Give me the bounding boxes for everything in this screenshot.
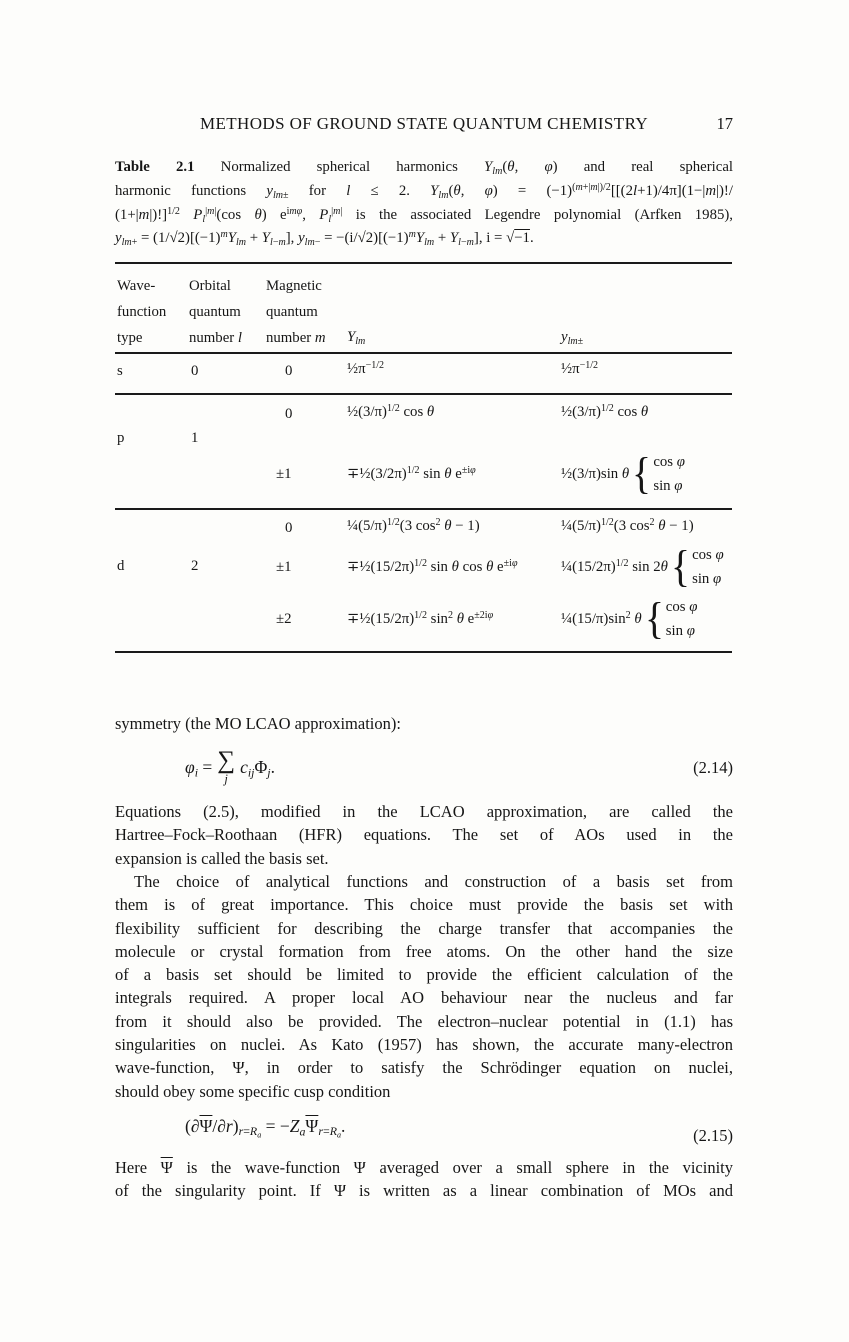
- col-header-wavefunction-type: Wave- function type: [117, 278, 167, 346]
- paragraph-line: Equations (2.5), modified in the LCAO approximation, are called the: [115, 802, 733, 821]
- s-row-type: s: [117, 363, 123, 379]
- d-row-type: d: [117, 558, 125, 574]
- d-m2-m: ±2: [276, 610, 292, 627]
- d-m2-Y: $\mp\frac{1}{2}(15/2\pi)^{1/2}$ $\sin^2 \theta$ $e^{\pm 2i\varphi}$: [347, 609, 494, 627]
- paragraph-basis-set: [115, 870, 733, 1103]
- body-lead-line: symmetry (the MO LCAO approximation):: [115, 714, 401, 733]
- s-row-Y: $\frac{1}{2}\pi^{-1/2}$: [347, 359, 385, 377]
- s-row-m: 0: [285, 363, 293, 379]
- paragraph-line: Hartree–Fock–Roothaan (HFR) equations. The set of AOs used in the: [115, 825, 733, 845]
- equation-2-14-formula: $\varphi_i$ = ∑ j $c_{ij}\Phi_j$.: [185, 747, 275, 786]
- table-caption: [115, 156, 733, 251]
- d-m0-Y: $\frac{1}{4}(5/\pi)^{1/2}(3$ $\cos^2 \theta - 1$): [347, 516, 480, 534]
- p-m1-y: ½(3/π)sin θ { cos φ sin φ: [561, 449, 685, 498]
- col-header-orbital-quantum-number: Orbital quantum number l: [189, 278, 243, 346]
- d-row-l: 2: [191, 558, 199, 574]
- summation-symbol: ∑ j: [217, 747, 236, 786]
- page-number: 17: [716, 114, 733, 133]
- table-caption-line: (1+|m|)!]$^{1/2}$ $P_l^{|m|}(\cos$ θ) $e^{im\varphi}$, $P_l^{|m|}$ is the associated Legendre polynomial (Arfken 1985),: [115, 205, 733, 225]
- paragraph-line: should obey some specific cusp condition: [115, 1081, 391, 1101]
- col-header-Ylm: $Y_{lm}$: [347, 329, 366, 347]
- equation-number: (2.14): [693, 758, 733, 777]
- p-row-l: 1: [191, 430, 199, 446]
- equation-2-15-formula: $(\partial\overline{\Psi}/\partial r)_{r=R_a} = -Z_a\overline{\Psi}_{r=R_a}$.: [185, 1116, 346, 1140]
- s-row-y: $\frac{1}{2}\pi^{-1/2}$: [561, 359, 599, 377]
- p-m0-y: $\frac{1}{2}(3/\pi)^{1/2}$ cos θ: [561, 402, 649, 420]
- paragraph-line: them is of great importance. This choice must provide the basis set with: [115, 895, 733, 915]
- paragraph-line: singularities on nuclei. As Kato (1957) has shown, the accurate many-electron: [115, 1035, 733, 1055]
- d-m0-y: $\frac{1}{4}(5/\pi)^{1/2}(3$ $\cos^2 \theta - 1$): [561, 516, 694, 534]
- table-caption-line: Table 2.1 Normalized spherical harmonics $Y_{lm}(\theta$, φ) and real spherical: [115, 159, 733, 177]
- p-m1-m: ±1: [276, 465, 292, 482]
- table-rule-below-p: [115, 508, 732, 510]
- paragraph-line: The choice of analytical functions and construction of a basis set from: [134, 872, 733, 891]
- paragraph-line: of a basis set should be limited to provide the efficient calculation of the: [115, 965, 733, 985]
- brace-glyph: {: [632, 449, 652, 498]
- paragraph-line: expansion is called the basis set.: [115, 848, 329, 868]
- s-row-l: 0: [191, 363, 199, 379]
- table-rule-bottom: [115, 651, 732, 653]
- paragraph-line: flexibility sufficient for describing the charge transfer that accompanies the: [115, 918, 733, 938]
- p-m0-Y: $\frac{1}{2}(3/\pi)^{1/2}$ cos θ: [347, 402, 435, 420]
- d-m0-m: 0: [285, 520, 293, 536]
- col-header-magnetic-quantum-number: Magnetic quantum number m: [266, 278, 326, 346]
- paragraph-line: Here $\overline{\Psi}$ is the wave-function Ψ averaged over a small sphere in the vicinity: [115, 1158, 733, 1177]
- paragraph-line: from it should also be provided. The electron–nuclear potential in (1.1) has: [115, 1011, 733, 1031]
- paragraph-line: molecule or crystal formation from free atoms. On the other hand the size: [115, 941, 733, 961]
- p-m1-Y: $\mp\frac{1}{2}(3/2\pi)^{1/2}$ sin θ $e^{\pm i\varphi}$: [347, 464, 476, 482]
- paragraph-line: integrals required. A proper local AO behaviour near the nucleus and far: [115, 988, 733, 1008]
- p-m0-m: 0: [285, 406, 293, 422]
- equation-number: (2.15): [693, 1126, 733, 1145]
- table-caption-line: $y_{lm+} = (1/√2)[(-1)^mY_{lm} + Y_{l-m}]$, $y_{lm-} = -(i/√2)[(-1)^mY_{lm} + Y_{l-m}]$, i = √−1.: [115, 229, 534, 249]
- paragraph-averaged-wavefunction: [115, 1156, 733, 1203]
- d-m1-y: $\frac{1}{4}(15/2\pi)^{1/2}$ sin 2θ { cos φ sin φ: [561, 542, 724, 591]
- page-header: [115, 114, 733, 136]
- brace-glyph: {: [644, 594, 664, 643]
- d-m1-m: ±1: [276, 558, 292, 575]
- equation-2-14: [115, 748, 733, 796]
- paragraph-hfr: [115, 800, 733, 870]
- table-caption-line: harmonic functions $y_{lm\pm}$ for l ≤ 2. $Y_{lm}(\theta$, $\varphi) = (-1)^{(m+|m|)/2}[[(2l+1)/4\pi](1-|m|)!/$: [115, 181, 733, 201]
- col-header-ylm-real: $y_{lm\pm}$: [561, 329, 584, 347]
- d-m2-y: $\frac{1}{4}(15/\pi)\sin^2$ θ { cos φ sin φ: [561, 594, 698, 643]
- spherical-harmonics-table: [115, 262, 732, 654]
- brace-glyph: {: [670, 542, 691, 591]
- table-rule-top: [115, 262, 732, 264]
- table-rule-below-s: [115, 393, 732, 395]
- running-head-title: METHODS OF GROUND STATE QUANTUM CHEMISTRY: [199, 114, 649, 133]
- d-m1-Y: $\mp\frac{1}{2}(15/2\pi)^{1/2}$ sin θ cos θ $e^{\pm i\varphi}$: [347, 557, 518, 575]
- table-rule-below-header: [115, 352, 732, 354]
- paragraph-line: of the singularity point. If Ψ is written as a linear combination of MOs and: [115, 1181, 733, 1201]
- p-row-type: p: [117, 430, 125, 446]
- paragraph-line: wave-function, Ψ, in order to satisfy the Schrödinger equation on nuclei,: [115, 1058, 733, 1078]
